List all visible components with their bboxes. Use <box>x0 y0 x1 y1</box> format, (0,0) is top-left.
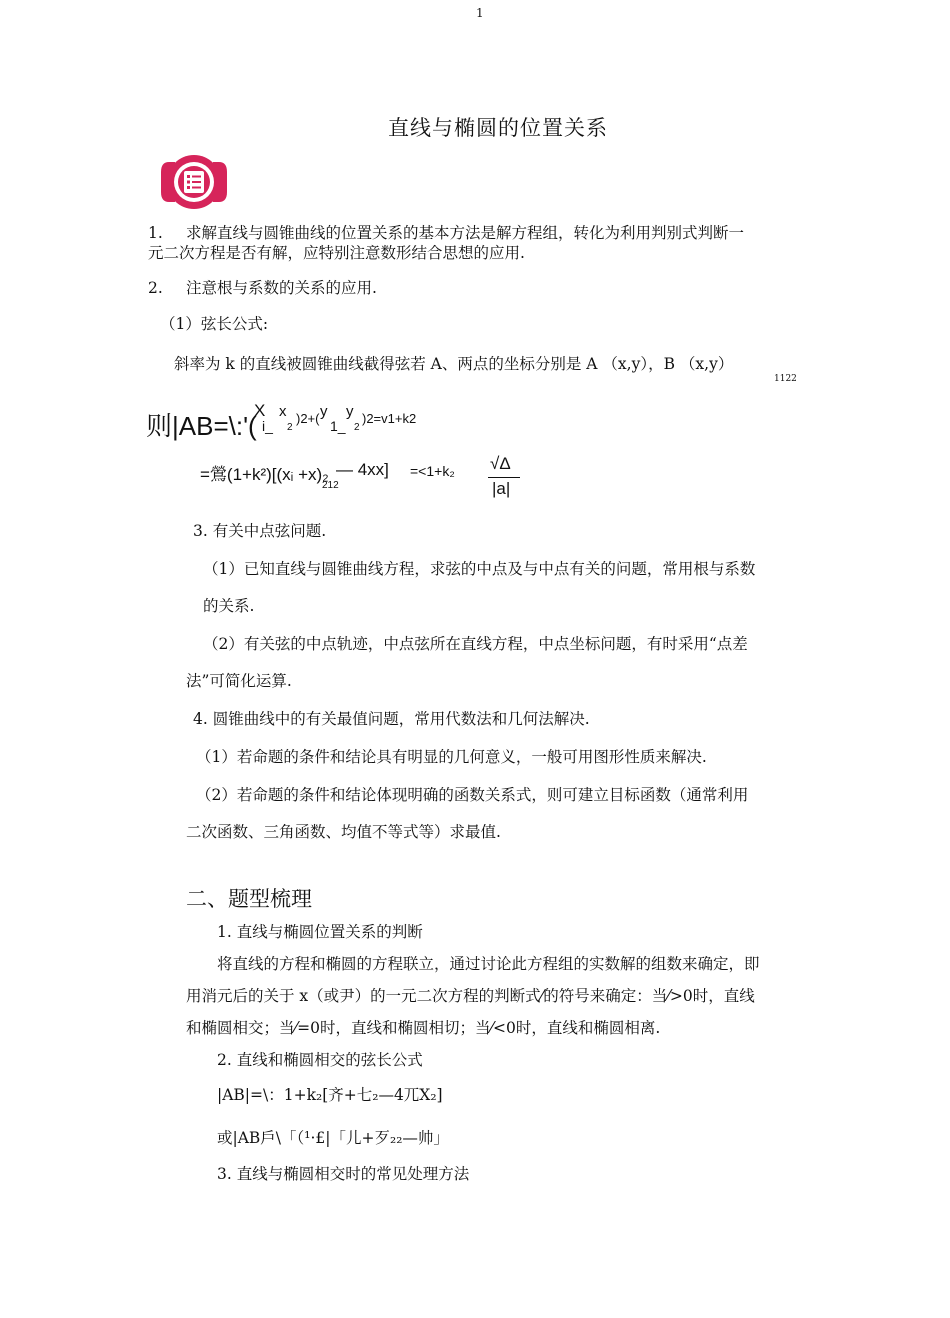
formula-1-lead: 则|AB=\:'( <box>146 411 257 441</box>
topic-2-formula-1: |AB|=\：1+k₂[齐+七₂—4兀X₂] <box>217 1086 443 1104</box>
formula-2-subscripts: 212 <box>322 480 339 491</box>
formula-1-x1-sub: i_ <box>262 418 273 434</box>
item-4-2-line-2: 二次函数、三角函数、均值不等式等）求最值. <box>186 823 501 841</box>
slope-subscripts: 1122 <box>774 374 797 384</box>
checklist-icon <box>155 154 233 210</box>
item-4-1: （1）若命题的条件和结论具有明显的几何意义，一般可用图形性质来解决. <box>196 748 707 766</box>
topic-2-formula-2: 或|AB戶\「（¹·£|「儿+歹₂₂—帅」 <box>217 1129 449 1147</box>
page-title: 直线与椭圆的位置关系 <box>388 116 608 140</box>
topic-3-heading: 3. 直线与椭圆相交时的常见处理方法 <box>217 1165 470 1183</box>
formula-1-x2-sub: 2 <box>287 422 293 433</box>
formula-2-numerator: √Δ <box>490 454 511 473</box>
formula-2-factor: =<1+k₂ <box>410 463 455 479</box>
item-3-1-line-2: 的关系. <box>203 597 255 615</box>
section-2-heading: 二、题型梳理 <box>186 887 312 911</box>
formula-1-x1: X <box>254 401 266 420</box>
chord-length-heading: （1）弦长公式: <box>160 315 269 333</box>
item-3-1-line-1: （1）已知直线与圆锥曲线方程，求弦的中点及与中点有关的问题，常用根与系数 <box>203 560 756 578</box>
formula-2-expression: =鶯(1+k²)[(xᵢ +x)₂ <box>200 465 329 484</box>
fraction-bar <box>488 477 520 478</box>
formula-1-mid: )2+( <box>296 411 320 426</box>
topic-2-heading: 2. 直线和椭圆相交的弦长公式 <box>217 1051 423 1069</box>
page-number: 1 <box>476 6 484 20</box>
item-3-2-line-2: 法”可简化运算. <box>186 672 292 690</box>
formula-2-minus: — 4xx] <box>336 460 389 479</box>
formula-1-y1-sub: 1_ <box>330 418 346 434</box>
topic-1-line-3: 和椭圆相交；当⁄=0时，直线和椭圆相切；当⁄<0时，直线和椭圆相离. <box>186 1019 661 1037</box>
item-1-line-1: 求解直线与圆锥曲线的位置关系的基本方法是解方程组，转化为利用判别式判断一 <box>186 224 745 242</box>
formula-1-x2: x <box>279 403 287 420</box>
formula-1-y2: y <box>346 403 354 420</box>
item-2-number: 2. <box>148 279 163 297</box>
item-1-number: 1. <box>148 224 163 242</box>
formula-1-tail: )2=v1+k2 <box>362 411 417 426</box>
slope-sentence: 斜率为 k 的直线被圆锥曲线截得弦若 A、两点的坐标分别是 A （x,y），B （x,y） <box>174 355 734 373</box>
topic-1-heading: 1. 直线与椭圆位置关系的判断 <box>217 923 423 941</box>
item-4-2-line-1: （2）若命题的条件和结论体现明确的函数关系式，则可建立目标函数（通常利用 <box>196 786 749 804</box>
formula-1-y1: y <box>320 403 328 420</box>
topic-1-line-2: 用消元后的关于 x（或尹）的一元二次方程的判断式⁄的符号来确定：当⁄>0时，直线 <box>186 987 755 1005</box>
item-3-heading: 3. 有关中点弦问题. <box>193 522 327 540</box>
item-4-heading: 4. 圆锥曲线中的有关最值问题，常用代数法和几何法解决. <box>193 710 590 728</box>
item-3-2-line-1: （2）有关弦的中点轨迹，中点弦所在直线方程，中点坐标问题，有时采用“点差 <box>203 635 748 653</box>
item-1-line-2: 元二次方程是否有解，应特别注意数形结合思想的应用. <box>148 244 525 262</box>
formula-1-y2-sub: 2 <box>354 422 360 433</box>
item-2-text: 注意根与系数的关系的应用. <box>186 279 377 297</box>
topic-1-line-1: 将直线的方程和椭圆的方程联立，通过讨论此方程组的实数解的组数来确定，即 <box>217 955 760 973</box>
formula-2-denominator: |a| <box>492 479 511 498</box>
